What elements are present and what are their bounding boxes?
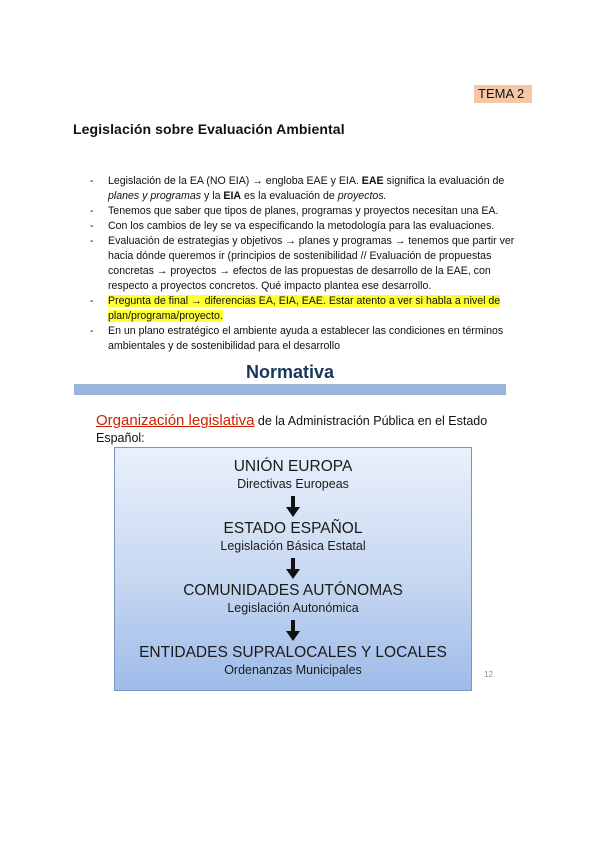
arrow-down-icon: [283, 496, 303, 518]
level-subheading: Legislación Básica Estatal: [220, 539, 366, 553]
slide-page-number: 12: [484, 670, 493, 679]
embedded-slide: [74, 358, 506, 690]
level-3: [115, 582, 471, 615]
page-title: Legislación sobre Evaluación Ambiental: [73, 121, 345, 137]
level-4: [115, 644, 471, 677]
level-subheading: Directivas Europeas: [237, 477, 349, 491]
notes-list: [90, 174, 530, 354]
level-heading: ESTADO ESPAÑOL: [223, 520, 363, 537]
list-item: - En un plano estratégico el ambiente ayuda a establecer las condiciones en términos ambientales y de sostenibilidad para el desarrollo: [90, 324, 530, 354]
list-item: - Legislación de la EA (NO EIA) → engloba EAE y EIA. EAE significa la evaluación de planes y programas y la EIA es la evaluación de proyectos.: [90, 174, 530, 204]
list-item-highlighted: - Pregunta de final → diferencias EA, EIA, EAE. Estar atento a ver si habla a nivel de plan/programa/proyecto.: [90, 294, 530, 324]
slide-title: Normativa: [245, 362, 335, 382]
slide-header: [74, 358, 506, 398]
slide-subtitle: Organización legislativa de la Administración Pública en el Estado Español:: [96, 412, 488, 445]
level-subheading: Ordenanzas Municipales: [224, 663, 362, 677]
hierarchy-box: [114, 447, 472, 691]
level-heading: ENTIDADES SUPRALOCALES Y LOCALES: [139, 644, 447, 661]
list-item: - Evaluación de estrategias y objetivos → planes y programas → tenemos que partir ver hacia dónde queremos ir (principios de sostenibilidad // Evaluación de propuestas concretas → proyectos → efectos de las propuestas de desarrollo de la EAE, con respecto a proyectos concretos. Qué impacto plantea ese desarrollo.: [90, 234, 530, 294]
level-1: [115, 458, 471, 491]
level-2: [115, 520, 471, 553]
topic-label: TEMA 2: [474, 85, 532, 103]
slide-subtitle-highlight: Organización legislativa: [96, 412, 255, 429]
arrow-down-icon: [283, 558, 303, 580]
arrow-down-icon: [283, 620, 303, 642]
level-heading: UNIÓN EUROPA: [233, 458, 353, 475]
list-item: - Tenemos que saber que tipos de planes, programas y proyectos necesitan una EA.: [90, 204, 530, 219]
list-item: - Con los cambios de ley se va especificando la metodología para las evaluaciones.: [90, 219, 530, 234]
level-subheading: Legislación Autonómica: [227, 601, 359, 615]
level-heading: COMUNIDADES AUTÓNOMAS: [183, 582, 403, 599]
slide-header-band: [74, 384, 506, 395]
